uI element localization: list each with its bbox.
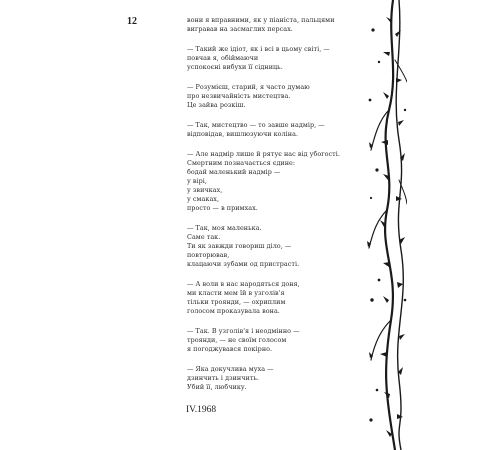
- poem-line: у вірі,: [187, 177, 207, 185]
- stanza-gap: [187, 34, 367, 45]
- poem-line: — Так. В узголів'я і неодмінно —: [187, 327, 300, 335]
- stanza-gap: [187, 139, 367, 150]
- poem-line: — Так, моя маленька.: [187, 224, 262, 232]
- poem-text: [187, 16, 367, 392]
- poem-line: Убий її, любчику.: [187, 383, 247, 391]
- poem-line: про незвичайність мистецтва.: [187, 92, 291, 100]
- poem-line: троянди, — не своїм голосом: [187, 336, 287, 344]
- poem-line: бодай маленький надмір —: [187, 168, 281, 176]
- poem-line: повторював,: [187, 251, 230, 259]
- poem-line: відповідав, вишлюзуючи коліна.: [187, 130, 299, 138]
- poem-line: — А воли в нас народяться доня,: [187, 280, 300, 288]
- stanza-gap: [187, 72, 367, 83]
- poem-line: вони я вправними, як у піаніста, пальцями: [187, 16, 335, 24]
- thorny-vine-illustration: [365, 0, 407, 450]
- poem-line: я погоджувався покірно.: [187, 345, 273, 353]
- poem-line: ми класти мем їй в узголів'я: [187, 289, 285, 297]
- poem-line: Саме так.: [187, 233, 221, 241]
- poem-line: — Але надмір лише й рятує нас від убогості.: [187, 150, 340, 158]
- poem-line: голосом проказувала вона.: [187, 307, 280, 315]
- poem-line: клацаючи зубами од пристрасті.: [187, 260, 300, 268]
- poem-line: у звичках,: [187, 186, 223, 194]
- poem-line: повчав я, обіймаючи: [187, 54, 259, 62]
- stanza-gap: [187, 213, 367, 224]
- poem-line: — Розумієш, старий, я часто думаю: [187, 83, 310, 91]
- stanza-gap: [187, 354, 367, 365]
- poem-line: успокоєні вибухи її сідниць.: [187, 63, 283, 71]
- poem-line: у смаках,: [187, 195, 220, 203]
- poem-line: — Такий же ідіот, як і всі в цьому світі, —: [187, 45, 330, 53]
- poem-line: вигравав на засмаглих персах.: [187, 25, 293, 33]
- page-number: 12: [127, 16, 137, 27]
- stanza-gap: [187, 110, 367, 121]
- poem-line: дзинчить і дзинчить.: [187, 374, 260, 382]
- stanza-gap: [187, 316, 367, 327]
- poem-line: — Яка докучлива муха —: [187, 365, 274, 373]
- stanza-gap: [187, 269, 367, 280]
- poem-line: тільки троянди, — охриплим: [187, 298, 286, 306]
- poem-line: просто — в примхах.: [187, 204, 258, 212]
- poem-line: Смертним позначається єдине:: [187, 159, 296, 167]
- poem-line: Ти як завжди говориш діло, —: [187, 242, 292, 250]
- poem-line: Це зайва розкіш.: [187, 101, 246, 109]
- poem-line: — Так, мистецтво — то завше надмір, —: [187, 121, 325, 129]
- poem-date: IV.1968: [186, 405, 217, 415]
